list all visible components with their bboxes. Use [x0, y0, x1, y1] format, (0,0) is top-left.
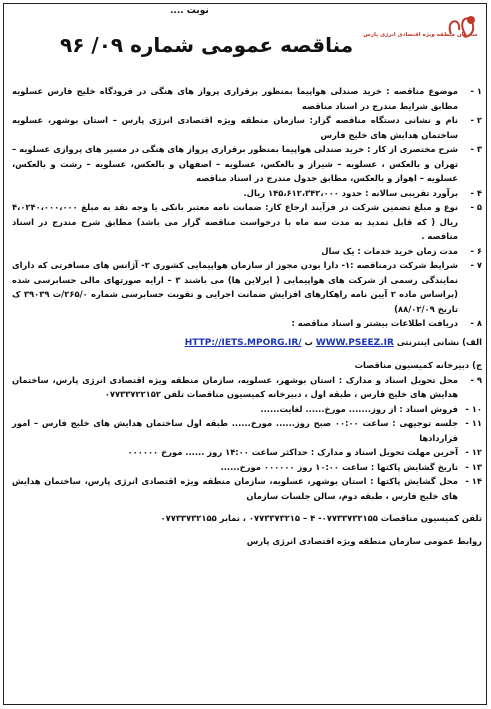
- list-item: ۱۱ - جلسه توجیهی : ساعت ۰۰:۰۰ صبح روز...... مورخ...... طبقه اول ساختمان هدایش های خلیج فارس – امور قراردادها: [12, 418, 482, 443]
- phone-numbers: تلفن کمیسیون مناقصات ۰۷۷۳۳۷۳۲۱۵۵- ۴ – ۰۷۷۳۳۷۳۲۱۵ ، نمابر ۰۷۷۳۳۷۳۲۱۵۵: [160, 513, 482, 523]
- list-item: ۱۲ - آخرین مهلت تحویل اسناد و مدارک : حداکثر ساعت ۱۴:۰۰ روز ...... مورخ ۰۰۰۰۰۰: [127, 447, 482, 457]
- list-item: ۵ - نوع و مبلغ تضمین شرکت در فرآیند ارجاع کار: ضمانت نامه معتبر بانکی یا وجه نقد به مبلغ ۴،۰۲۴۰،۰۰۰،۰۰۰ ریال ( که قابل تمدید به مدت سه ماه با درخواست مناقصه گزار می باشد) مطابق شرح مندرج در اسناد مناقصه .: [12, 202, 482, 241]
- notice-round-label: نوبت ....: [170, 6, 209, 16]
- list-item: ۲ - نام و نشانی دستگاه مناقصه گزار: سازمان منطقه ویژه اقتصادی انرژی پارس – استان بوشهر، عسلویه ساختمان هدایش های خلیج فارس: [12, 115, 482, 140]
- page-title: مناقصه عمومی شماره ۰۹/ ۹۶: [60, 33, 354, 57]
- list-item: ۳ - شرح مختصری از کار : خرید صندلی هواپیما بمنظور برقراری پرواز های هنگی در مسیر های پروازی عسلویه – تهران و بالعکس ، عسلویه – شیراز و بالعکس، عسلویه – اصفهان و بالعکس، عسلویه – رشت و بالعکس، عسلویه – اهواز و بالعکس، مطابق جدول مندرج در اسناد مناقصه: [12, 144, 482, 183]
- list-item: ۱۳ - تاریخ گشایش پاکتها : ساعت ۱۰:۰۰ روز ۰۰۰۰۰۰ مورخ......: [220, 461, 482, 472]
- footer-signature: روابط عمومی سازمان منطقه ویژه اقتصادی انرژی پارس: [246, 535, 482, 546]
- list-item: ۱۰ - فروش اسناد : از روز....... مورخ...... لغایت......: [260, 403, 482, 414]
- list-item: ۶ - مدت زمان خرید خدمات : یک سال: [321, 245, 482, 256]
- website-link-iets[interactable]: HTTP://IETS.MPORG.IR/: [184, 337, 302, 348]
- logo-caption: سازمان منطقه ویژه اقتصادی انرژی پارس: [363, 32, 478, 38]
- notice-body: [12, 84, 482, 548]
- list-item: ۹ - محل تحویل اسناد و مدارک : استان بوشهر، عسلویه، سازمان منطقه ویژه اقتصادی انرژی پارس، ساختمان هدایش های خلیج فارس ، طبقه اول ، دبیرخانه کمیسیون مناقصات تلفن ۰۷۷۳۳۷۲۲۱۵۲: [12, 374, 482, 399]
- list-item: ۱۴ - محل گشایش پاکتها : استان بوشهر، عسلویه، سازمان منطقه ویژه اقتصادی انرژی پارس، ساختمان هدایش های خلیج فارس ، طبقه دوم، سالن جلسات سازمان: [12, 476, 482, 501]
- secretariat-heading: ج) دبیرخانه کمیسیون مناقصات: [354, 360, 482, 370]
- list-item: ۱ - موضوع مناقصه : خرید صندلی هواپیما بمنظور برقراری پرواز های هنگی در فرودگاه خلیج فارس عسلویه مطابق شرایط مندرج در اسناد مناقصه: [12, 86, 482, 111]
- website-prefix: الف) نشانی اینترنتی: [396, 336, 482, 347]
- website-line: [12, 335, 482, 351]
- list-item: ۸ - دریافت اطلاعات بیشتر و اسناد مناقصه :: [291, 318, 482, 328]
- list-item: ۷ - شرایط شرکت درمناقصه :۱- دارا بودن مجوز از سازمان هواپیمایی کشوری ۲- آژانس های مسافرتی که دارای نمایندگی رسمی از شرکت های هواپیمایی ( ایرلاین ها) می باشند ۳ – ارایه صورتهای مالی حسابرسی شده (براساس ماده ۲ آیین نامه راهکارهای افزایش ضمانت اجرایی و تقویت حسابرسی شماره ۲۶۵/۰/ت ۳۹۰۳۹ ک تاریخ ۸۸/۰۲/۰۹): [12, 260, 482, 314]
- list-item: ۴ - برآورد تقریبی سالانه : حدود ۱۴۵،۶۱۲،۳۴۲،۰۰۰ ریال.: [243, 187, 482, 198]
- website-link-pseez[interactable]: WWW.PSEEZ.IR: [315, 337, 394, 348]
- website-joiner: ب: [304, 336, 313, 347]
